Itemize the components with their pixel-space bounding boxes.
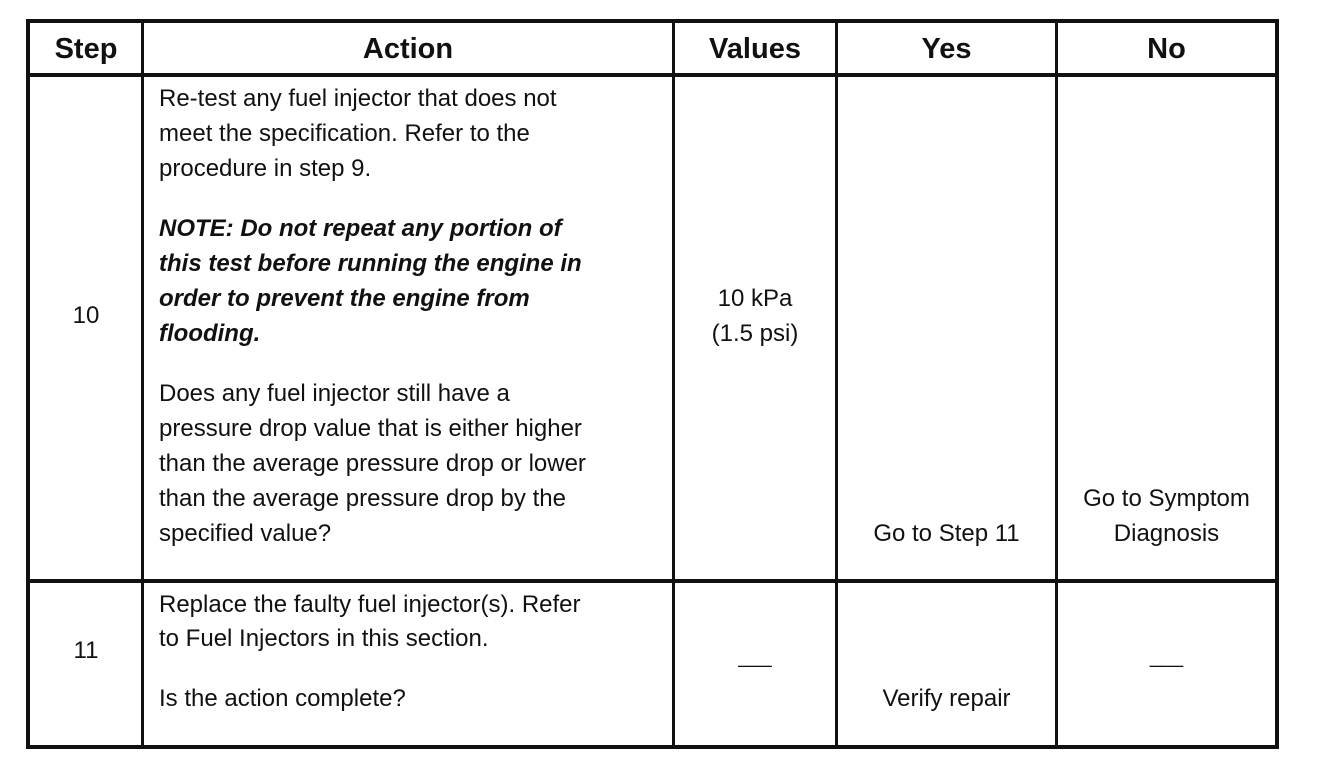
row-10-note-line: NOTE: Do not repeat any portion of xyxy=(159,215,562,242)
row-11-no: ___ xyxy=(1149,646,1184,668)
header-step: Step xyxy=(54,33,118,65)
row-divider xyxy=(26,579,1279,583)
column-divider xyxy=(835,19,838,749)
row-11-action-line: Replace the faulty fuel injector(s). Refer xyxy=(159,591,581,618)
header-no: No xyxy=(1147,33,1186,65)
row-11-step: 11 xyxy=(73,637,99,664)
header-action: Action xyxy=(362,33,454,65)
row-10-step: 10 xyxy=(72,302,100,329)
row-10-question-line: than the average pressure drop or lower xyxy=(159,450,586,477)
header-divider xyxy=(26,73,1279,77)
header-yes: Yes xyxy=(921,33,972,65)
row-10-question-line: pressure drop value that is either higher xyxy=(159,415,582,442)
row-10-note-line: this test before running the engine in xyxy=(159,250,582,277)
row-11-question: Is the action complete? xyxy=(159,685,406,712)
row-10-question-line: specified value? xyxy=(159,520,332,547)
row-10-action-line: Re-test any fuel injector that does not xyxy=(159,85,557,112)
table-border-right xyxy=(1275,19,1279,749)
row-10-action-line: procedure in step 9. xyxy=(159,155,372,182)
row-10-value: 10 kPa xyxy=(717,285,793,312)
row-10-value-psi: (1.5 psi) xyxy=(711,320,799,347)
row-10-action-line: meet the specification. Refer to the xyxy=(159,120,530,147)
row-10-question-line: than the average pressure drop by the xyxy=(159,485,566,512)
row-10-question-line: Does any fuel injector still have a xyxy=(159,380,510,407)
row-11-value: ___ xyxy=(738,646,772,668)
row-10-yes: Go to Step 11 xyxy=(873,520,1020,547)
row-10-no: Go to Symptom xyxy=(1083,485,1250,512)
table-border-top xyxy=(26,19,1279,23)
row-11-action-line: to Fuel Injectors in this section. xyxy=(159,625,489,652)
row-10-note-line: order to prevent the engine from xyxy=(159,285,530,312)
table-border-bottom xyxy=(26,745,1279,749)
row-10-no: Diagnosis xyxy=(1113,520,1220,547)
row-11-yes: Verify repair xyxy=(882,685,1011,712)
header-values: Values xyxy=(709,33,801,65)
row-10-note-line: flooding. xyxy=(159,320,261,347)
